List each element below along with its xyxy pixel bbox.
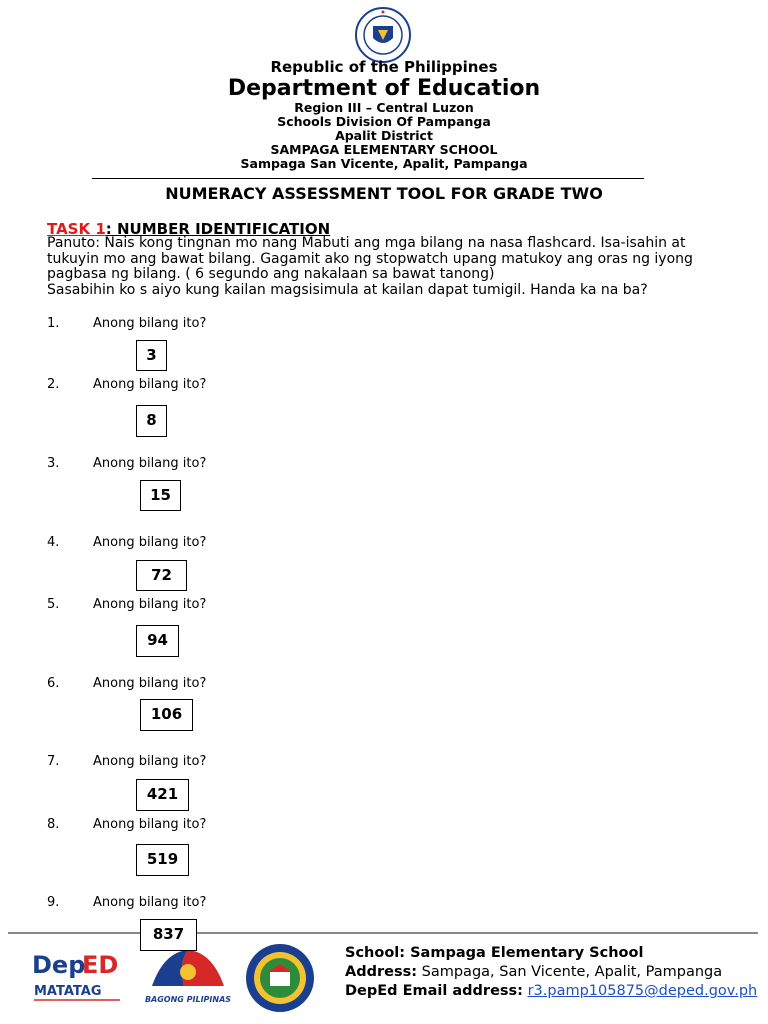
header-division: Schools Division Of Pampanga — [277, 114, 491, 129]
page-title: NUMERACY ASSESSMENT TOOL FOR GRADE TWO — [165, 184, 603, 203]
answer-box: 8 — [136, 405, 167, 437]
svg-text:ED: ED — [82, 951, 119, 979]
bagong-pilipinas-logo — [144, 942, 232, 1008]
deped-seal-logo — [354, 6, 412, 64]
question-number: 3. — [47, 456, 60, 471]
answer-box: 519 — [136, 844, 189, 876]
school-seal-logo — [238, 942, 322, 1014]
question-number: 4. — [47, 535, 60, 550]
deped-matatag-logo — [30, 943, 130, 1005]
footer-address-label: Address: — [345, 964, 418, 980]
answer-box: 15 — [140, 480, 181, 511]
question-text: Anong bilang ito? — [93, 535, 207, 550]
question-text: Anong bilang ito? — [93, 456, 207, 471]
question-number: 5. — [47, 597, 60, 612]
footer-contact — [345, 944, 757, 1001]
header-divider — [92, 178, 644, 179]
task-name: : NUMBER IDENTIFICATION — [105, 220, 331, 238]
answer-box: 3 — [136, 340, 167, 371]
answer-box: 72 — [136, 560, 187, 591]
svg-text:Dep: Dep — [32, 951, 86, 979]
footer-email-link[interactable]: r3.pamp105875@deped.gov.ph — [527, 983, 758, 999]
footer-school: School: Sampaga Elementary School — [345, 945, 644, 961]
task-number: TASK 1 — [47, 220, 106, 238]
answer-box: 94 — [136, 625, 179, 657]
header-republic: Republic of the Philippines — [270, 58, 498, 76]
question-text: Anong bilang ito? — [93, 676, 207, 691]
answer-box: 421 — [136, 779, 189, 811]
question-number: 8. — [47, 817, 60, 832]
header-department: Department of Education — [227, 76, 541, 101]
question-number: 6. — [47, 676, 60, 691]
header-school: SAMPAGA ELEMENTARY SCHOOL — [270, 142, 498, 157]
question-number: 2. — [47, 377, 60, 392]
answer-box: 106 — [140, 699, 193, 731]
question-text: Anong bilang ito? — [93, 817, 207, 832]
instructions-paragraph: Panuto: Nais kong tingnan mo nang Mabuti ang mga bilang na nasa flashcard. Isa-isahin at tukuyin mo ang bawat bilang. Gagamit ako ng stopwatch upang matukoy ang oras ng iyong pagbasa ng bilang. ( 6 segundo ang nakalaan sa bawat tanong) — [47, 235, 693, 282]
question-number: 1. — [47, 316, 60, 331]
footer-divider — [8, 932, 758, 934]
answer-box: 837 — [140, 919, 197, 951]
question-text: Anong bilang ito? — [93, 316, 207, 331]
header-district: Apalit District — [335, 128, 433, 143]
footer-email-label: DepEd Email address: — [345, 983, 523, 999]
question-text: Anong bilang ito? — [93, 597, 207, 612]
question-text: Anong bilang ito? — [93, 895, 207, 910]
svg-text:BAGONG PILIPINAS: BAGONG PILIPINAS — [144, 995, 232, 1004]
footer-address-value: Sampaga, San Vicente, Apalit, Pampanga — [417, 964, 723, 980]
question-text: Anong bilang ito? — [93, 754, 207, 769]
header-region: Region III – Central Luzon — [294, 100, 474, 115]
question-number: 7. — [47, 754, 60, 769]
question-number: 9. — [47, 895, 60, 910]
task-instructions — [47, 236, 737, 298]
instructions-paragraph-2: Sasabihin ko s aiyo kung kailan magsisimula at kailan dapat tumigil. Handa ka na ba? — [47, 281, 648, 298]
svg-text:MATATAG: MATATAG — [34, 984, 102, 999]
header-address: Sampaga San Vicente, Apalit, Pampanga — [240, 156, 528, 171]
question-text: Anong bilang ito? — [93, 377, 207, 392]
